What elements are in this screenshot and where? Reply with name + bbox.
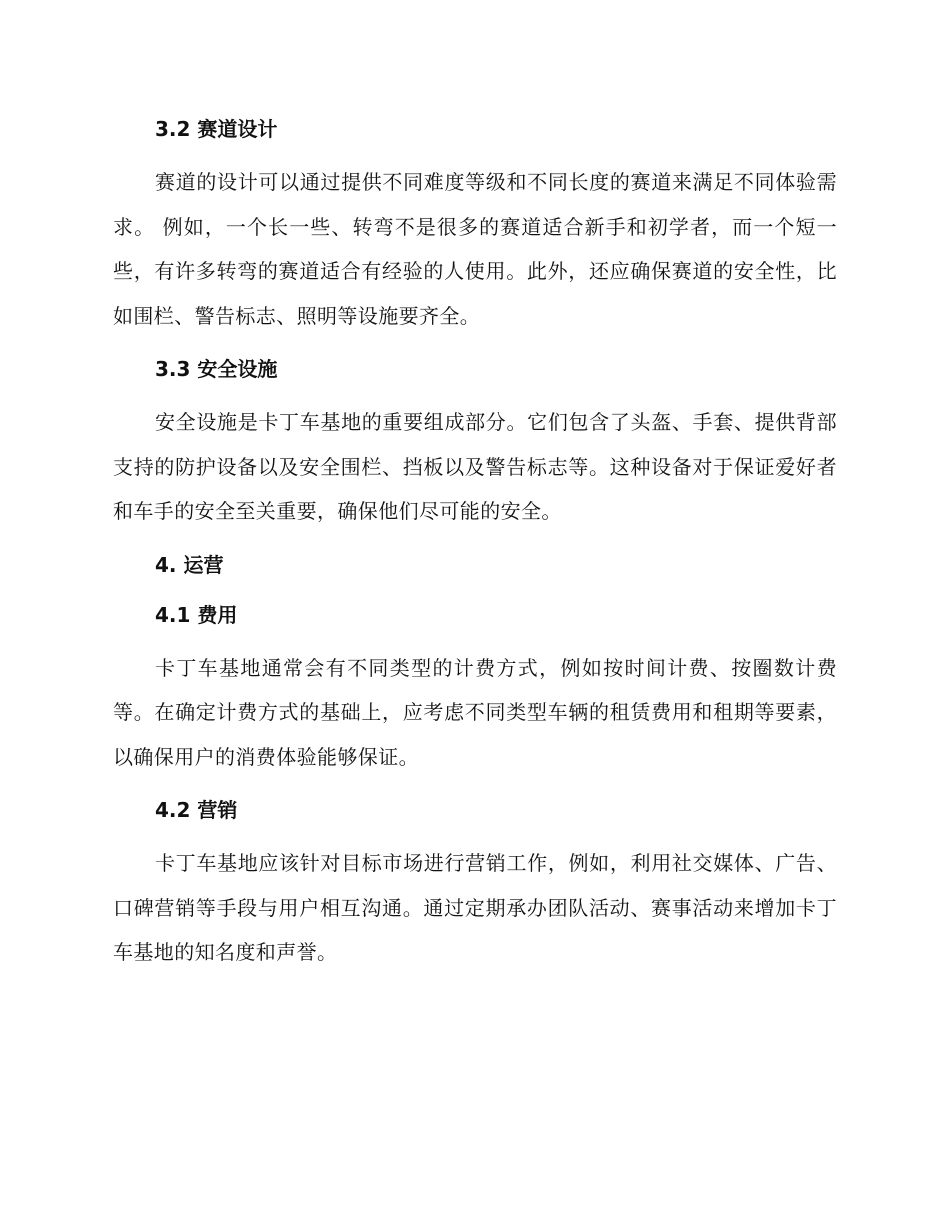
section-heading-3-3: 3.3 安全设施	[155, 357, 278, 381]
section-paragraph-3-2: 赛道的设计可以通过提供不同难度等级和不同长度的赛道来满足不同体验需求。 例如，一个长一些、转弯不是很多的赛道适合新手和初学者，而一个短一些，有许多转弯的赛道适合有经验的人使用。此外，还应确保赛道的安全性，比如围栏、警告标志、照明等设施要齐全。	[113, 170, 837, 328]
section-heading-4-2: 4.2 营销	[155, 798, 238, 822]
section-heading-4: 4. 运营	[155, 552, 224, 577]
section-paragraph-4-1: 卡丁车基地通常会有不同类型的计费方式，例如按时间计费、按圈数计费等。在确定计费方式的基础上，应考虑不同类型车辆的租赁费用和租期等要素，以确保用户的消费体验能够保证。	[113, 655, 837, 769]
section-heading-3-2: 3.2 赛道设计	[155, 117, 278, 141]
document-content	[113, 110, 837, 975]
section-paragraph-3-3: 安全设施是卡丁车基地的重要组成部分。它们包含了头盔、手套、提供背部支持的防护设备以及安全围栏、挡板以及警告标志等。这种设备对于保证爱好者和车手的安全至关重要，确保他们尽可能的安全。	[113, 410, 837, 523]
section-heading-4-1: 4.1 费用	[155, 602, 238, 627]
section-paragraph-4-2: 卡丁车基地应该针对目标市场进行营销工作，例如，利用社交媒体、广告、口碑营销等手段与用户相互沟通。通过定期承办团队活动、赛事活动来增加卡丁车基地的知名度和声誉。	[113, 851, 837, 964]
